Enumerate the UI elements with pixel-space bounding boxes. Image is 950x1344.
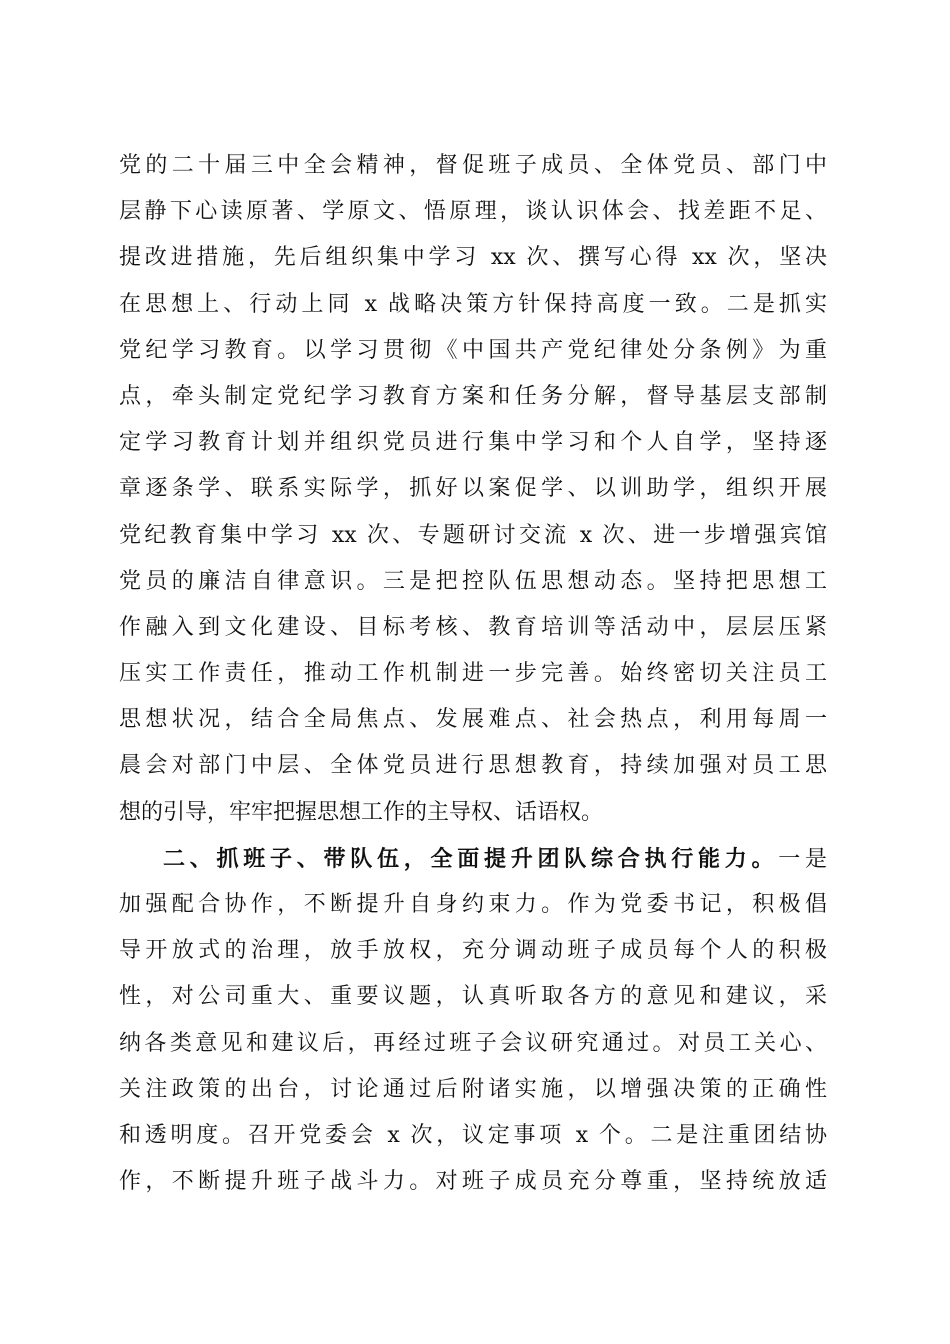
text-line: 关注政策的出台，讨论通过后附诸实施，以增强决策的正确性 [119, 1076, 827, 1102]
text-line: 和透明度。召开党委会 x 次，议定事项 x 个。二是注重团结协 [119, 1122, 827, 1148]
text-line: 压实工作责任，推动工作机制进一步完善。始终密切关注员工 [119, 661, 827, 687]
text-line: 章逐条学、联系实际学，抓好以案促学、以训助学，组织开展 [119, 476, 827, 502]
text-line: 性，对公司重大、重要议题，认真听取各方的意见和建议，采 [119, 984, 827, 1010]
text-line: 在思想上、行动上同 x 战略决策方针保持高度一致。二是抓实 [119, 291, 827, 317]
text-line: 点，牵头制定党纪学习教育方案和任务分解，督导基层支部制 [119, 383, 827, 409]
text-line: 想的引导，牢牢把握思想工作的主导权、话语权。 [119, 799, 604, 825]
text-line: 党纪教育集中学习 xx 次、专题研讨交流 x 次、进一步增强宾馆 [119, 522, 827, 548]
text-line: 党的二十届三中全会精神，督促班子成员、全体党员、部门中 [119, 153, 827, 178]
paragraph-2 [119, 836, 827, 1206]
text-line: 党纪学习教育。以学习贯彻《中国共产党纪律处分条例》为重 [119, 337, 827, 363]
section-heading-line [119, 836, 827, 882]
text-line: 党员的廉洁自律意识。三是把控队伍思想动态。坚持把思想工 [119, 568, 827, 594]
text-line: 作融入到文化建设、目标考核、教育培训等活动中，层层压紧 [119, 614, 827, 640]
text-line: 层静下心读原著、学原文、悟原理，谈认识体会、找差距不足、 [119, 199, 827, 225]
section-heading: 二、抓班子、带队伍，全面提升团队综合执行能力。 [163, 845, 779, 872]
text-line: 晨会对部门中层、全体党员进行思想教育，持续加强对员工思 [119, 753, 827, 779]
text-line: 作，不断提升班子战斗力。对班子成员充分尊重，坚持统放适 [119, 1169, 827, 1195]
text-line: 纳各类意见和建议后，再经过班子会议研究通过。对员工关心、 [119, 1030, 827, 1056]
paragraph-1 [119, 143, 827, 836]
text-line: 加强配合协作，不断提升自身约束力。作为党委书记，积极倡 [119, 892, 827, 917]
text-line: 导开放式的治理，放手放权，充分调动班子成员每个人的积极 [119, 938, 827, 964]
text-line: 思想状况，结合全局焦点、发展难点、社会热点，利用每周一 [119, 707, 827, 733]
text-line: 定学习教育计划并组织党员进行集中学习和个人自学，坚持逐 [119, 430, 827, 456]
text-line: 提改进措施，先后组织集中学习 xx 次、撰写心得 xx 次，坚决 [119, 245, 827, 271]
document-body [119, 143, 827, 1205]
heading-line-rest: 一是 [778, 846, 827, 872]
